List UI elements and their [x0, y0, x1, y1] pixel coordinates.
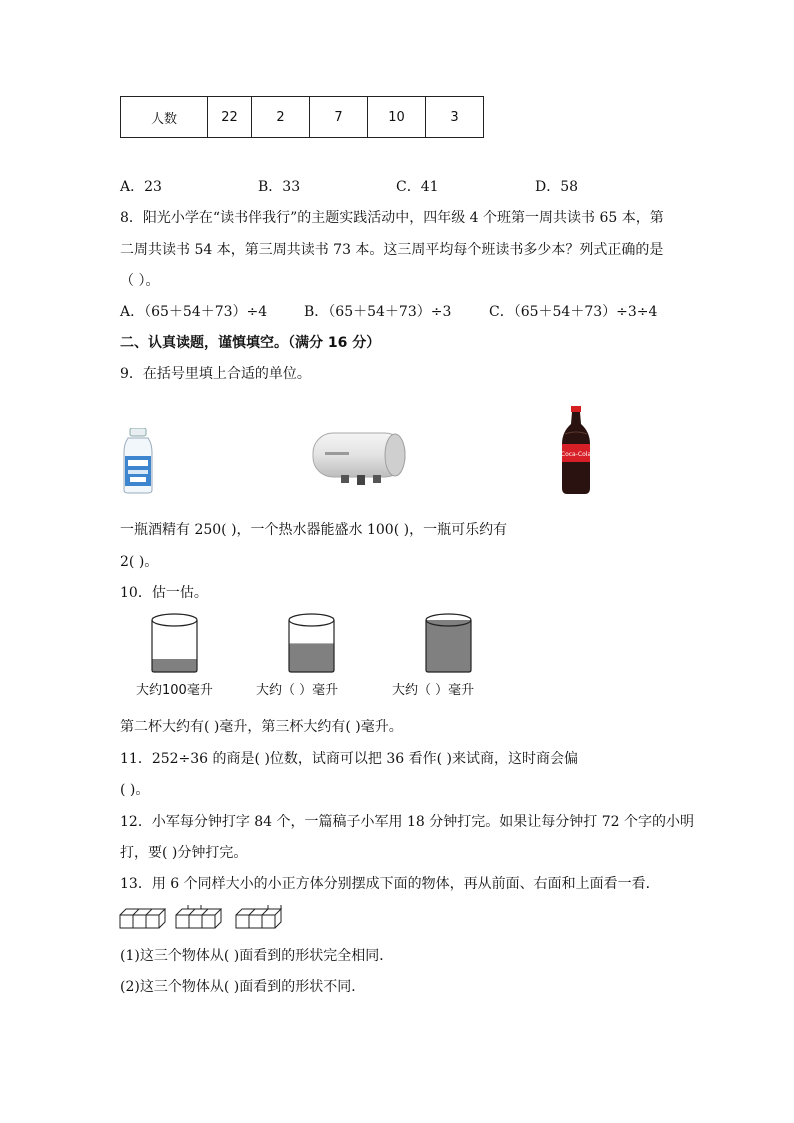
q13-line-1: 13．用 6 个同样大小的小正方体分别摆成下面的物体，再从前面、右面和上面看一看．: [120, 876, 660, 892]
table-cell: 7: [310, 97, 368, 138]
table-cell: 3: [426, 97, 484, 138]
q8-line-2: 二周共读书 54 本，第三周共读书 73 本。这三周平均每个班读书多少本？列式正确的是: [120, 242, 664, 258]
section-2-title: 二、认真读题，谨慎填空。（满分 16 分）: [120, 335, 381, 351]
q9-title: 9．在括号里填上合适的单位。: [120, 366, 311, 382]
q7-option-b: B．33: [258, 179, 301, 195]
cola-brand-label: Coca-Cola: [560, 451, 592, 458]
cube-figure-2: [176, 905, 221, 928]
q13-sub-1: (1)这三个物体从( )面看到的形状完全相同．: [120, 948, 394, 964]
q8-option-b: B．（65＋54＋73）÷3: [304, 304, 452, 320]
table-cell: 2: [252, 97, 310, 138]
q10-answer-line: 第二杯大约有( )毫升，第三杯大约有( )毫升。: [120, 719, 403, 735]
q9-line-1: 一瓶酒精有 250( )，一个热水器能盛水 100( )，一瓶可乐约有: [120, 522, 508, 538]
q7-option-a: A．23: [120, 179, 162, 195]
q7-option-d: D．58: [535, 179, 579, 195]
table-cell: 22: [208, 97, 252, 138]
cup-1: [150, 612, 200, 674]
cup-2: [287, 612, 337, 674]
q8-option-c: C．（65＋54＋73）÷3÷4: [489, 304, 658, 320]
cube-figures: [118, 905, 288, 931]
q9-line-2: 2( )。: [120, 554, 159, 570]
cup-1-label: 大约100毫升: [136, 683, 213, 698]
q11-line-1: 11．252÷36 的商是( )位数，试商可以把 36 看作( )来试商，这时商会偏: [120, 751, 578, 767]
data-table: [120, 96, 484, 138]
q12-line-1: 12．小军每分钟打字 84 个，一篇稿子小军用 18 分钟打完。如果让每分钟打 72 个字的小明: [120, 814, 694, 830]
q13-sub-2: (2)这三个物体从( )面看到的形状不同．: [120, 979, 366, 995]
cup-3: [424, 612, 474, 674]
cube-figure-1: [120, 909, 165, 928]
q11-line-2: ( )。: [120, 782, 150, 798]
alcohol-bottle-image: [118, 428, 158, 494]
water-heater-image: [311, 431, 407, 487]
cup-3-label: 大约（ ）毫升: [392, 683, 475, 698]
q8-line-1: 8．阳光小学在“读书伴我行”的主题实践活动中，四年级 4 个班第一周共读书 65 本，第: [120, 210, 664, 226]
table-header-cell: 人数: [121, 97, 208, 138]
q7-option-c: C．41: [396, 179, 439, 195]
cup-2-label: 大约（ ）毫升: [256, 683, 339, 698]
q10-title: 10．估一估。: [120, 585, 208, 601]
table-cell: 10: [368, 97, 426, 138]
cola-bottle-image: [557, 404, 595, 496]
q8-option-a: A．（65＋54＋73）÷4: [120, 304, 268, 320]
q8-line-3: （ ）。: [120, 273, 160, 289]
q12-line-2: 打，要( )分钟打完。: [120, 845, 248, 861]
cube-figure-3: [236, 905, 281, 928]
table-row: [121, 97, 484, 138]
